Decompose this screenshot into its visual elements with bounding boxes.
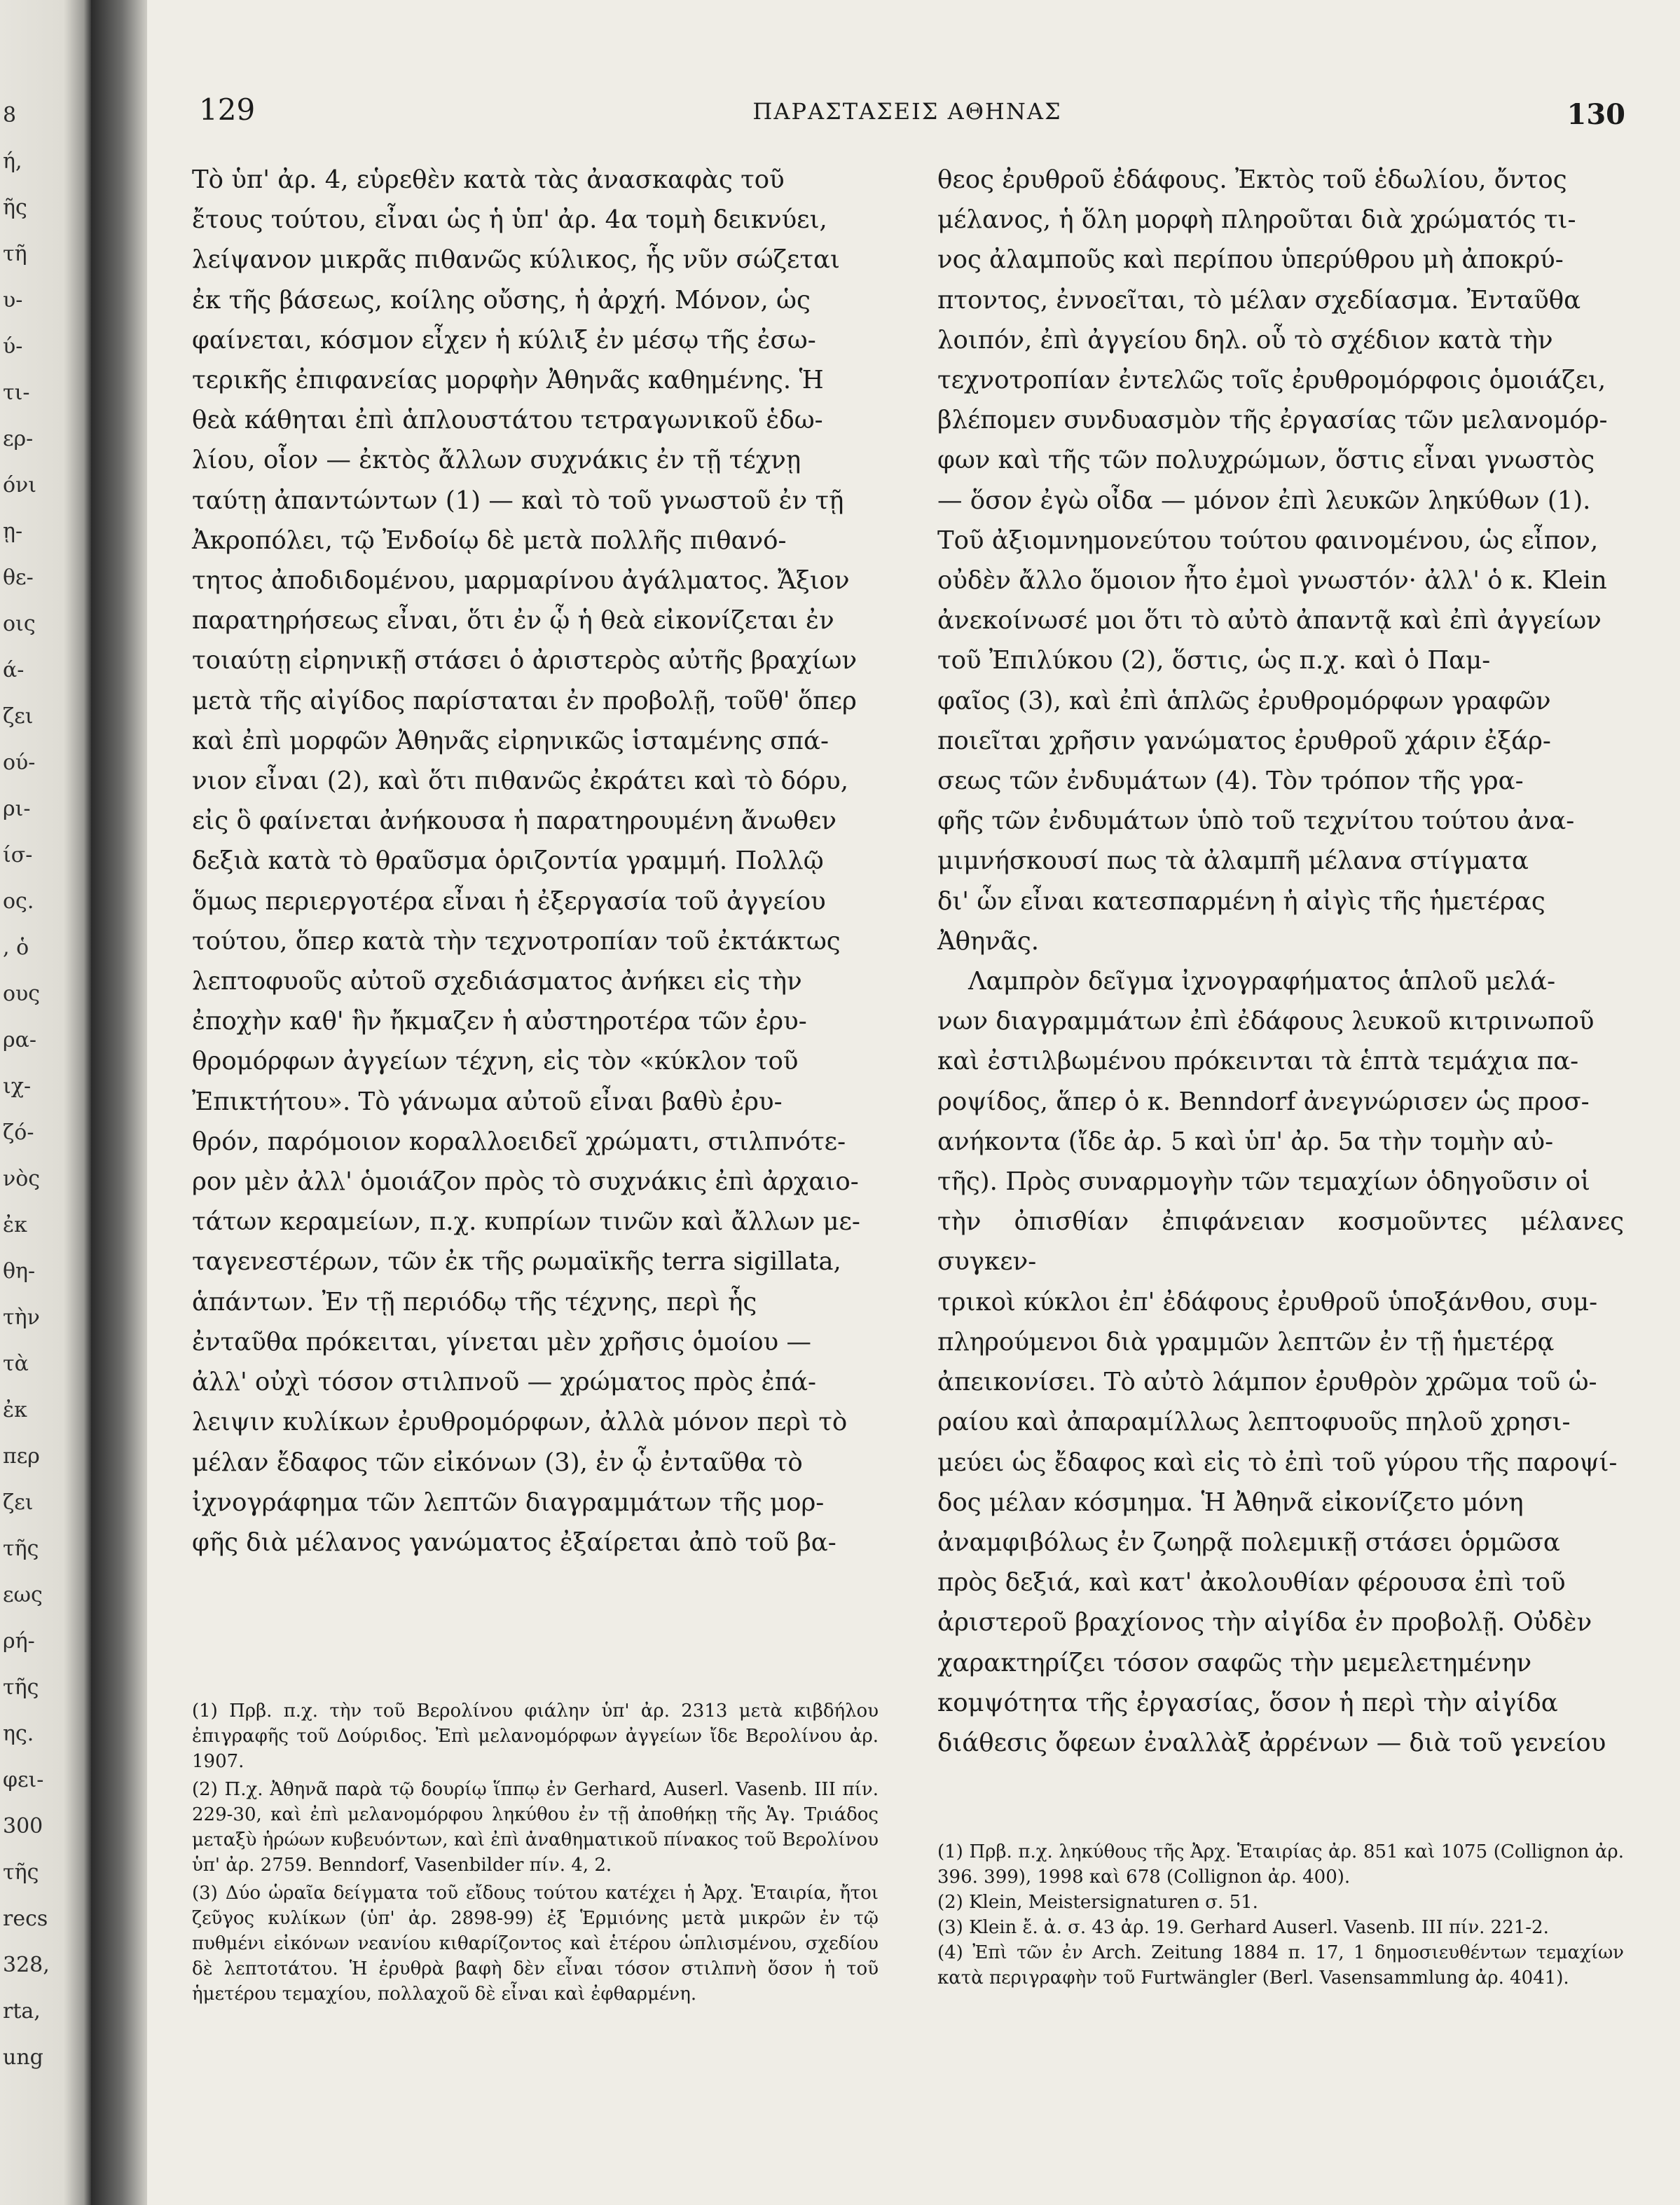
previous-page-fragment: τῆς <box>3 1675 39 1700</box>
text-line: μεύει ὡς ἔδαφος καὶ εἰς τὸ ἐπὶ τοῦ γύρου τῆς παροψί- <box>937 1448 1618 1477</box>
text-line: τοῦ Ἐπιλύκου (2), ὅστις, ὡς π.χ. καὶ ὁ Παμ- <box>937 646 1491 675</box>
text-line: θεος ἐρυθροῦ ἐδάφους. Ἐκτὸς τοῦ ἑδωλίου, ὄντος <box>937 165 1567 194</box>
text-line: ανήκοντα (ἴδε ἀρ. 5 καὶ ὑπ' ἀρ. 5α τὴν τομὴν αὐ- <box>937 1127 1554 1156</box>
text-line: φων καὶ τῆς τῶν πολυχρώμων, ὅστις εἶναι γνωστὸς <box>937 446 1595 475</box>
previous-page-fragment: θε- <box>3 565 34 590</box>
previous-page-fragment: ίσ- <box>3 843 33 867</box>
previous-page-fragment: ζει <box>3 704 34 729</box>
text-line: ἀνεκοίνωσέ μοι ὅτι τὸ αὐτὸ ἀπαντᾷ καὶ ἐπὶ ἀγγείων <box>937 606 1602 636</box>
previous-page-fragment: ρή- <box>3 1629 35 1654</box>
previous-page-fragment: τῆ <box>3 242 27 266</box>
previous-page-fragment: ρα- <box>3 1028 37 1052</box>
text-line: τὴν ὀπισθίαν ἐπιφάνειαν κοσμοῦντες μέλανες συγκεν- <box>937 1207 1624 1277</box>
previous-page-fragment: ύ- <box>3 334 23 359</box>
text-line: ταγενεστέρων, τῶν ἐκ τῆς ρωμαϊκῆς terra sigillata, <box>192 1247 841 1277</box>
text-line: δος μέλαν κόσμημα. Ἡ Ἀθηνᾶ εἰκονίζετο μόνη <box>937 1488 1524 1517</box>
right-footnotes <box>937 1839 1624 1991</box>
text-line: ροψίδος, ἅπερ ὁ κ. Benndorf ἀνεγνώρισεν ὡς προσ- <box>937 1087 1590 1116</box>
text-line: φαίνεται, κόσμον εἶχεν ἡ κύλιξ ἐν μέσῳ τῆς ἐσω- <box>192 325 816 355</box>
page-number-left: 129 <box>199 92 256 127</box>
previous-page-fragment: 328, <box>3 1953 50 1977</box>
footnote: (2) Π.χ. Ἀθηνᾶ παρὰ τῷ δουρίῳ ἵππῳ ἐν Gerhard, Auserl. Vasenb. III πίν. 229-30, καὶ ἐπὶ μελανομόρφου ληκύθου ἐν τῇ ἀποθήκῃ τῆς Ἁγ. Τριάδος μεταξὺ ἡρώων κυβευόντων, καὶ ἐπὶ ἀναθηματικοῦ πίνακος τοῦ Βερολίνου ὑπ' ἀρ. 2759. Benndorf, Vasenbilder πίν. 4, 2. <box>192 1779 879 1876</box>
text-line: Ἀθηνᾶς. <box>937 926 1039 956</box>
text-line: Τὸ ὑπ' ἀρ. 4, εὑρεθὲν κατὰ τὰς ἀνασκαφὰς τοῦ <box>192 165 785 194</box>
text-line: Λαμπρὸν δεῖγμα ἰχνογραφήματος ἁπλοῦ μελά- <box>968 967 1556 996</box>
text-line: ἁπάντων. Ἐν τῇ περιόδῳ τῆς τέχνης, περὶ ἧς <box>192 1287 757 1317</box>
left-column-text <box>192 160 879 1562</box>
previous-page-fragment: ερ- <box>3 427 34 451</box>
text-line: θεὰ κάθηται ἐπὶ ἁπλουστάτου τετραγωνικοῦ ἑδω- <box>192 406 823 435</box>
footnote: (1) Πρβ. π.χ. τὴν τοῦ Βερολίνου φιάλην ὑπ' ἀρ. 2313 μετὰ κιβδήλου ἐπιγραφῆς τοῦ Δούριδος. Ἐπὶ μελανομόρφων ἀγγείων ἴδε Βερολίνου ἀρ. 1907. <box>192 1701 879 1772</box>
previous-page-fragment: rta, <box>3 1999 41 2024</box>
previous-page-fragment: , ὁ <box>3 935 29 960</box>
text-line: κομψότητα τῆς ἐργασίας, ὅσον ἡ περὶ τὴν αἰγίδα <box>937 1688 1558 1717</box>
previous-page-fragment: ης. <box>3 1722 34 1746</box>
text-line: πληρούμενοι διὰ γραμμῶν λεπτῶν ἐν τῇ ἡμετέρᾳ <box>937 1327 1555 1356</box>
previous-page-fragment: τῆς <box>3 1537 39 1561</box>
text-line: διάθεσις ὄφεων ἐναλλὰξ ἀρρένων — διὰ τοῦ γενείου <box>937 1728 1606 1757</box>
text-line: οὐδὲν ἄλλο ὅμοιον ἦτο ἐμοὶ γνωστόν· ἀλλ' ὁ κ. Klein <box>937 566 1607 596</box>
footnote: (4) Ἐπὶ τῶν ἐν Arch. Zeitung 1884 π. 17, 1 δημοσιευθέντων τεμαχίων κατὰ περιγραφὴν τοῦ Furtwängler (Berl. Vasensammlung ἀρ. 4041). <box>937 1942 1624 1988</box>
previous-page-fragment: οις <box>3 612 36 636</box>
previous-page-fragment: ῃ- <box>3 519 23 544</box>
text-line: ἐνταῦθα πρόκειται, γίνεται μὲν χρῆσις ὁμοίου — <box>192 1327 811 1356</box>
page-number-right: 130 <box>1567 98 1625 131</box>
previous-page-fragment: 300 <box>3 1814 43 1839</box>
text-line: καὶ ἐπὶ μορφῶν Ἀθηνᾶς εἰρηνικῶς ἱσταμένης σπά- <box>192 726 829 755</box>
text-line: ἐκ τῆς βάσεως, κοίλης οὔσης, ἡ ἀρχή. Μόνον, ὡς <box>192 285 811 315</box>
footnote: (2) Klein, Meistersignaturen σ. 51. <box>937 1892 1258 1913</box>
previous-page-fragment: υ- <box>3 288 23 312</box>
text-line: βλέπομεν συνδυασμὸν τῆς ἐργασίας τῶν μελανομόρ- <box>937 406 1608 435</box>
text-line: μέλανος, ἡ ὅλη μορφὴ πληροῦται διὰ χρώματός τι- <box>937 205 1576 235</box>
text-line: δεξιὰ κατὰ τὸ θραῦσμα ὁριζοντία γραμμή. Πολλῷ <box>192 846 824 876</box>
text-line: φῆς τῶν ἐνδυμάτων ὑπὸ τοῦ τεχνίτου τούτου ἀνα- <box>937 806 1575 836</box>
text-line: ποιεῖται χρῆσιν γανώματος ἐρυθροῦ χάριν ἐξάρ- <box>937 726 1551 755</box>
text-line: τητος ἀποδιδομένου, μαρμαρίνου ἀγάλματος. Ἄξιον <box>192 566 850 596</box>
text-line: ἔτους τούτου, εἶναι ὡς ἡ ὑπ' ἀρ. 4α τομὴ δεικνύει, <box>192 205 827 235</box>
text-line: παρατηρήσεως εἶναι, ὅτι ἐν ᾧ ἡ θεὰ εἰκονίζεται ἐν <box>192 606 834 636</box>
previous-page-fragment: φει- <box>3 1768 44 1792</box>
previous-page-fragment: τῆς <box>3 1860 39 1885</box>
footnote: (3) Δύο ὡραῖα δείγματα τοῦ εἴδους τούτου κατέχει ἡ Ἀρχ. Ἑταιρία, ἤτοι ζεῦγος κυλίκων (ὑπ' ἀρ. 2898-99) ἐξ Ἑρμιόνης μετὰ μικρῶν ἐν τῷ πυθμένι εἰκόνων νεανίου κιθαρίζοντος καὶ ἑτέρου ὡπλισμένου, σχεδίου δὲ λεπτοτάτου. Ἡ ἐρυθρὰ βαφὴ δὲν εἶναι τόσον στιλπνὴ ὅσον ἡ τοῦ ἡμετέρου τεμαχίου, πολλαχοῦ δὲ εἶναι καὶ ἐφθαρμένη. <box>192 1883 879 2005</box>
previous-page-fragment: ού- <box>3 750 36 775</box>
text-line: ἰχνογράφημα τῶν λεπτῶν διαγραμμάτων τῆς μορ- <box>192 1488 825 1517</box>
text-line: λειψιν κυλίκων ἐρυθρομόρφων, ἀλλὰ μόνον περὶ τὸ <box>192 1408 848 1437</box>
text-line: τῆς). Πρὸς συναρμογὴν τῶν τεμαχίων ὁδηγοῦσιν οἱ <box>937 1167 1590 1197</box>
text-line: θρόν, παρόμοιον κοραλλοειδεῖ χρώματι, στιλπνότε- <box>192 1127 846 1156</box>
previous-page-fragment: τὴν <box>3 1305 40 1330</box>
text-line: ἀλλ' οὐχὶ τόσον στιλπνοῦ — χρώματος πρὸς ἐπά- <box>192 1368 817 1397</box>
previous-page-fragment: ή, <box>3 149 22 174</box>
text-line: σεως τῶν ἐνδυμάτων (4). Τὸν τρόπον τῆς γρα- <box>937 767 1524 796</box>
text-line: ταύτῃ ἀπαντώντων (1) — καὶ τὸ τοῦ γνωστοῦ ἐν τῇ <box>192 486 844 515</box>
book-gutter-shadow <box>91 0 147 2205</box>
right-column-text <box>937 160 1624 1763</box>
text-line: χαρακτηρίζει τόσον σαφῶς τὴν μεμελετημένην <box>937 1648 1532 1677</box>
text-line: ἐποχὴν καθ' ἣν ἤκμαζεν ἡ αὐστηροτέρα τῶν ἐρυ- <box>192 1007 807 1036</box>
text-line: ραίου καὶ ἀπαραμίλλως λεπτοφυοῦς πηλοῦ χρησι- <box>937 1408 1571 1437</box>
text-line: νων διαγραμμάτων ἐπὶ ἐδάφους λευκοῦ κιτρινωποῦ <box>937 1007 1595 1036</box>
text-line: μιμνήσκουσί πως τὰ ἀλαμπῆ μέλανα στίγματα <box>937 846 1529 876</box>
text-line: τοιαύτῃ εἰρηνικῇ στάσει ὁ ἀριστερὸς αὐτῆς βραχίων <box>192 646 858 675</box>
left-footnotes <box>192 1698 879 2007</box>
previous-page-fragment: ος. <box>3 889 34 914</box>
previous-page-fragment: 8 <box>3 103 17 128</box>
previous-page-fragment: ά- <box>3 658 25 682</box>
text-line: τούτου, ὅπερ κατὰ τὴν τεχνοτροπίαν τοῦ ἐκτάκτως <box>192 926 841 956</box>
previous-page-fragment: ζό- <box>3 1120 34 1145</box>
text-line: τρικοὶ κύκλοι ἐπ' ἐδάφους ἐρυθροῦ ὑποξάνθου, συμ- <box>937 1287 1598 1317</box>
text-line: φῆς διὰ μέλανος γανώματος ἐξαίρεται ἀπὸ τοῦ βα- <box>192 1527 836 1557</box>
text-line: μέλαν ἔδαφος τῶν εἰκόνων (3), ἐν ᾧ ἐνταῦθα τὸ <box>192 1448 803 1477</box>
footnote: (1) Πρβ. π.χ. ληκύθους τῆς Ἀρχ. Ἑταιρίας ἀρ. 851 καὶ 1075 (Collignon ἀρ. 396. 399), 1998 καὶ 678 (Collignon ἀρ. 400). <box>937 1841 1624 1888</box>
text-line: νιον εἶναι (2), καὶ ὅτι πιθανῶς ἐκράτει καὶ τὸ δόρυ, <box>192 767 848 796</box>
text-line: ἀπεικονίσει. Τὸ αὐτὸ λάμπον ἐρυθρὸν χρῶμα τοῦ ὡ- <box>937 1368 1597 1397</box>
page-header <box>189 92 1625 135</box>
text-line: φαῖος (3), καὶ ἐπὶ ἁπλῶς ἐρυθρομόρφων γραφῶν <box>937 686 1551 715</box>
text-line: ρον μὲν ἀλλ' ὁμοιάζον πρὸς τὸ συχνάκις ἐπὶ ἀρχαιο- <box>192 1167 859 1197</box>
previous-page-fragment: θη- <box>3 1259 36 1284</box>
previous-page-fragment: τὰ <box>3 1352 29 1376</box>
previous-page-fragment: ρι- <box>3 797 31 821</box>
text-line: θρομόρφων ἀγγείων τέχνη, εἰς τὸν «κύκλον τοῦ <box>192 1047 799 1076</box>
previous-page-fragment: τι- <box>3 380 30 405</box>
text-line: εἰς ὃ φαίνεται ἀνήκουσα ἡ παρατηρουμένη ἄνωθεν <box>192 806 837 836</box>
previous-page-fragment: ῆς <box>3 195 27 220</box>
text-line: λεπτοφυοῦς αὐτοῦ σχεδιάσματος ἀνήκει εἰς τὴν <box>192 967 802 996</box>
text-line: τεχνοτροπίαν ἐντελῶς τοῖς ἐρυθρομόρφοις ὁμοιάζει, <box>937 366 1606 395</box>
previous-page-fragment: εως <box>3 1583 43 1607</box>
text-line: τερικῆς ἐπιφανείας μορφὴν Ἀθηνᾶς καθημένης. Ἡ <box>192 366 824 395</box>
text-line: πρὸς δεξιά, καὶ κατ' ἀκολουθίαν φέρουσα ἐπὶ τοῦ <box>937 1568 1566 1598</box>
previous-page-fragment: ους <box>3 982 41 1006</box>
text-line: ἀναμφιβόλως ἐν ζωηρᾷ πολεμικῇ στάσει ὁρμῶσα <box>937 1527 1560 1557</box>
previous-page-fragment: ζει <box>3 1490 34 1515</box>
previous-page-margin <box>0 0 91 2205</box>
text-line: — ὅσον ἐγὼ οἶδα — μόνον ἐπὶ λευκῶν ληκύθων (1). <box>937 486 1591 515</box>
text-line: Τοῦ ἀξιομνημονεύτου τούτου φαινομένου, ὡς εἶπον, <box>937 526 1599 555</box>
text-line: τάτων κεραμείων, π.χ. κυπρίων τινῶν καὶ ἄλλων με- <box>192 1207 860 1237</box>
previous-page-fragment: νὸς <box>3 1167 41 1191</box>
text-line: λίου, οἷον — ἐκτὸς ἄλλων συχνάκις ἐν τῇ τέχνῃ <box>192 446 801 475</box>
text-line: λοιπόν, ἐπὶ ἀγγείου δηλ. οὗ τὸ σχέδιον κατὰ τὴν <box>937 325 1553 355</box>
running-title: ΠΑΡΑΣΤΑΣΕΙΣ ΑΘΗΝΑΣ <box>752 98 1062 125</box>
text-line: μετὰ τῆς αἰγίδος παρίσταται ἐν προβολῇ, τοῦθ' ὅπερ <box>192 686 857 715</box>
footnote: (3) Klein ἔ. ἀ. σ. 43 ἀρ. 19. Gerhard Auserl. Vasenb. III πίν. 221-2. <box>937 1917 1549 1938</box>
previous-page-fragment: όνι <box>3 473 37 497</box>
previous-page-fragment: ιχ- <box>3 1074 32 1099</box>
text-line: Ἐπικτήτου». Τὸ γάνωμα αὐτοῦ εἶναι βαθὺ ἐρυ- <box>192 1087 783 1116</box>
text-line: δι' ὧν εἶναι κατεσπαρμένη ἡ αἰγὶς τῆς ἡμετέρας <box>937 886 1545 916</box>
text-line: νος ἀλαμποῦς καὶ περίπου ὑπερύθρου μὴ ἀποκρύ- <box>937 245 1564 275</box>
text-line: Ἀκροπόλει, τῷ Ἐνδοίῳ δὲ μετὰ πολλῆς πιθανό- <box>192 526 787 555</box>
previous-page-fragment: ἐκ <box>3 1398 27 1422</box>
previous-page-fragment: ἐκ <box>3 1213 27 1237</box>
text-line: ἀριστεροῦ βραχίονος τὴν αἰγίδα ἐν προβολῇ. Οὐδὲν <box>937 1608 1592 1637</box>
previous-page-fragment: ung <box>3 2045 43 2070</box>
previous-page-fragment: recs <box>3 1907 48 1931</box>
book-page <box>147 0 1680 2205</box>
text-line: ὅμως περιεργοτέρα εἶναι ἡ ἐξεργασία τοῦ ἀγγείου <box>192 886 826 916</box>
text-line: λείψανον μικρᾶς πιθανῶς κύλικος, ἧς νῦν σώζεται <box>192 245 840 275</box>
text-line: καὶ ἐστιλβωμένου πρόκεινται τὰ ἑπτὰ τεμάχια πα- <box>937 1047 1579 1076</box>
previous-page-fragment: περ <box>3 1444 40 1469</box>
text-line: πτοντος, ἐννοεῖται, τὸ μέλαν σχεδίασμα. Ἐνταῦθα <box>937 285 1581 315</box>
